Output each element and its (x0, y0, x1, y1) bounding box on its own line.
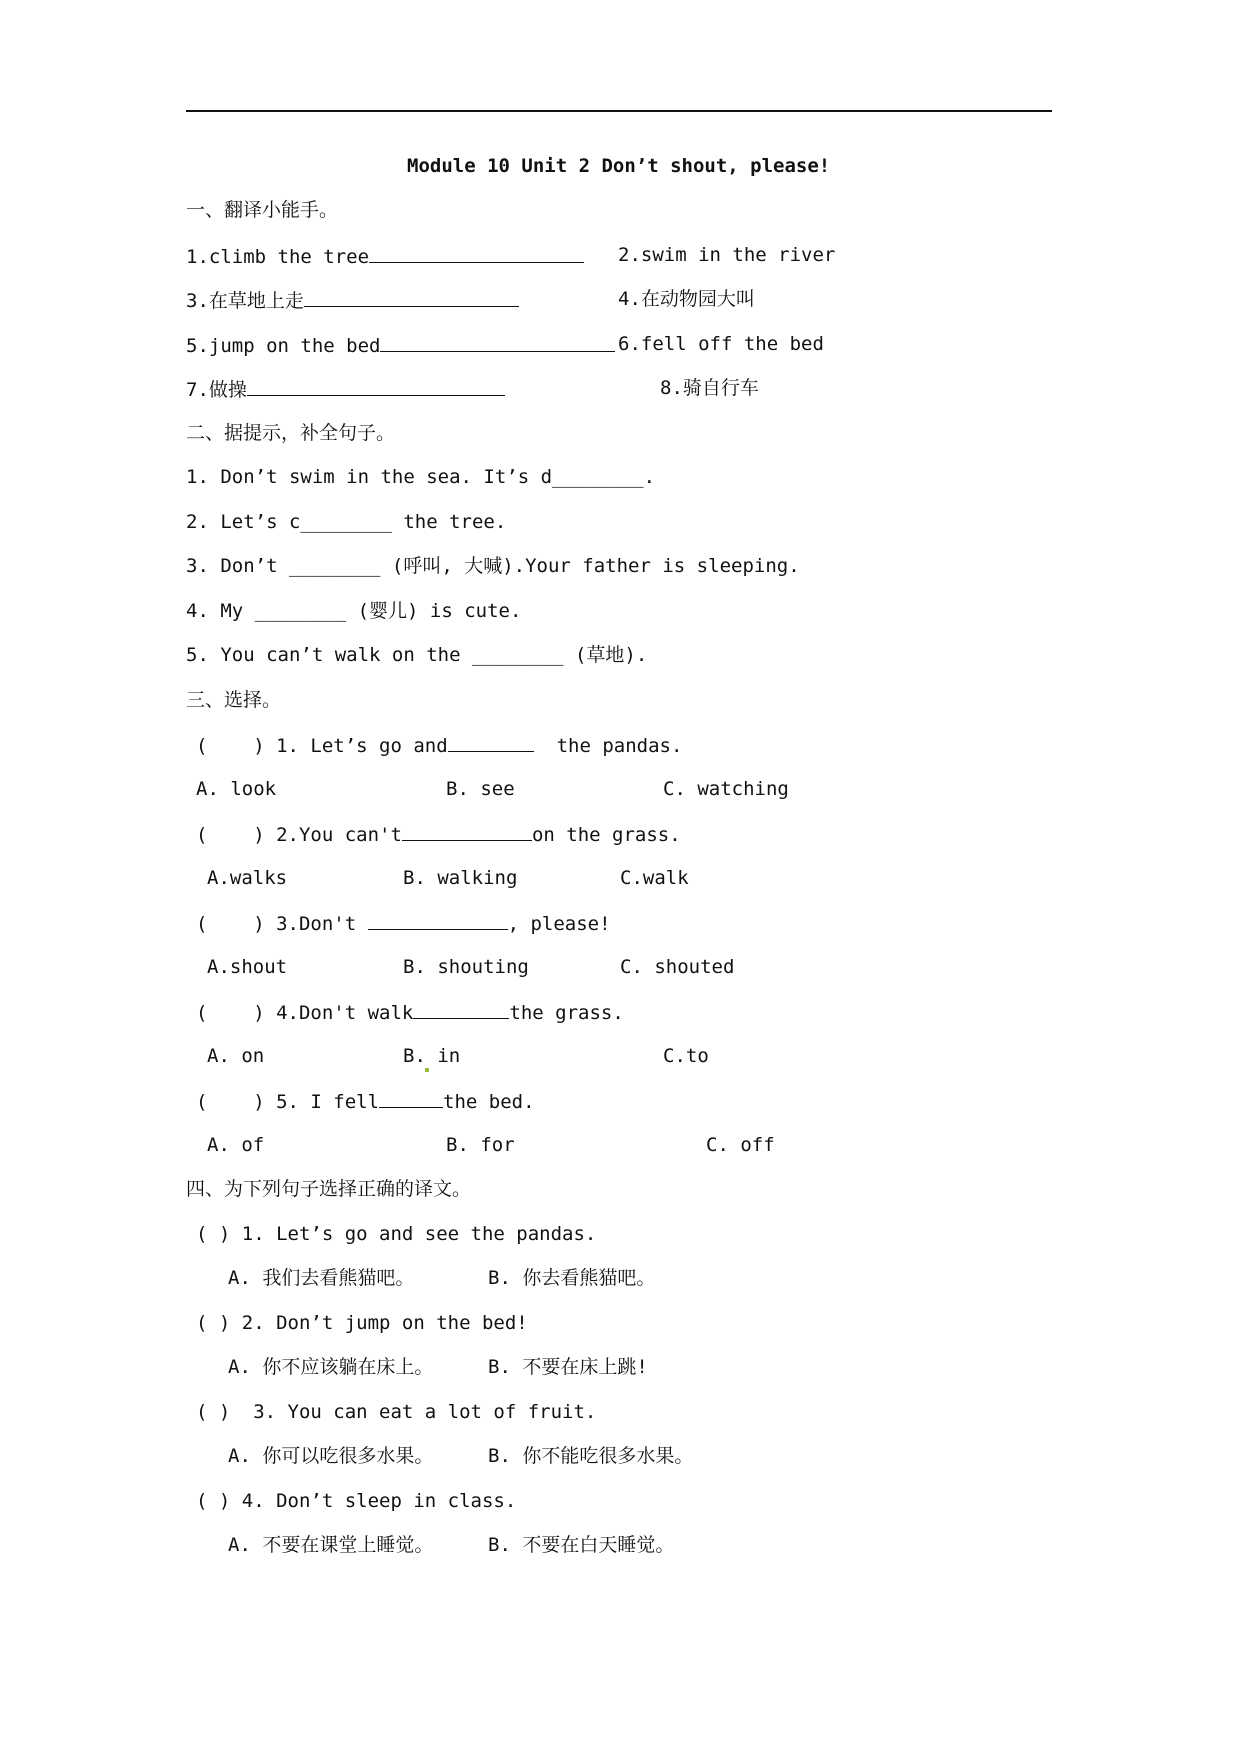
s3-q2-option-b[interactable]: B. walking (403, 867, 518, 889)
section4-heading: 四、为下列句子选择正确的译文。 (186, 1178, 472, 1200)
answer-blank[interactable] (448, 731, 534, 752)
s1-item-3: 3.在草地上走 (186, 286, 519, 314)
answer-paren[interactable]: ( ) (196, 913, 265, 935)
s4-q3: ( ) 3. You can eat a lot of fruit. (196, 1401, 597, 1423)
s1-item-7: 7.做操 (186, 375, 505, 403)
s2-item-4: 4. My ________ (婴儿) is cute. (186, 600, 522, 622)
section1-heading: 一、翻译小能手。 (186, 199, 339, 221)
answer-paren[interactable]: ( ) (196, 1002, 265, 1024)
answer-paren[interactable]: ( ) (196, 735, 265, 757)
s3-q1-option-c[interactable]: C. watching (663, 778, 789, 800)
section2-heading: 二、据提示，补全句子。 (186, 422, 396, 444)
s3-q3-option-c[interactable]: C. shouted (620, 956, 735, 978)
s1-item-6: 6.fell off the bed (618, 333, 824, 355)
s3-q3: ( ) 3.Don't , please! (196, 909, 611, 937)
s3-q5: ( ) 5. I fell the bed. (196, 1087, 535, 1115)
answer-paren[interactable]: ( ) (196, 1091, 265, 1113)
s4-q1-option-a[interactable]: A. 我们去看熊猫吧。 (228, 1267, 415, 1289)
s1-item-4: 4.在动物园大叫 (618, 288, 755, 310)
answer-blank[interactable]: ________ (300, 511, 392, 533)
s3-q5-option-a[interactable]: A. of (207, 1134, 265, 1156)
s2-item-2: 2. Let’s c________ the tree. (186, 511, 507, 533)
answer-blank[interactable]: ________ (471, 644, 564, 666)
header-rule (186, 110, 1052, 112)
answer-blank[interactable] (369, 242, 584, 263)
answer-blank[interactable] (413, 998, 509, 1019)
s1-item-5: 5.jump on the bed (186, 331, 615, 359)
answer-blank[interactable]: ________ (254, 600, 347, 622)
answer-blank[interactable] (379, 1087, 443, 1108)
answer-blank[interactable]: ________ (288, 555, 381, 577)
page-title: Module 10 Unit 2 Don’t shout, please! (407, 155, 831, 177)
s3-q4-option-c[interactable]: C.to (663, 1045, 709, 1067)
s4-q1-option-b[interactable]: B. 你去看熊猫吧。 (488, 1267, 656, 1289)
answer-blank[interactable] (304, 286, 519, 307)
s2-item-1: 1. Don’t swim in the sea. It’s d________. (186, 466, 656, 488)
answer-paren[interactable]: ( ) (196, 824, 265, 846)
section3-heading: 三、选择。 (186, 689, 282, 711)
s3-q5-option-b[interactable]: B. for (446, 1134, 515, 1156)
s4-q4: ( ) 4. Don’t sleep in class. (196, 1490, 517, 1512)
answer-blank[interactable] (368, 909, 508, 930)
s3-q2-option-a[interactable]: A.walks (207, 867, 288, 889)
s3-q1: ( ) 1. Let’s go and the pandas. (196, 731, 682, 759)
s4-q4-option-b[interactable]: B. 不要在白天睡觉。 (488, 1534, 675, 1556)
s4-q3-option-b[interactable]: B. 你不能吃很多水果。 (488, 1445, 694, 1467)
s3-q4: ( ) 4.Don't walk the grass. (196, 998, 624, 1026)
s1-item-8: 8.骑自行车 (660, 377, 759, 399)
s4-q3-option-a[interactable]: A. 你可以吃很多水果。 (228, 1445, 434, 1467)
s3-q4-option-b[interactable]: B. in (403, 1045, 461, 1067)
s3-q2: ( ) 2.You can't on the grass. (196, 820, 681, 848)
s1-item-1: 1.climb the tree (186, 242, 584, 270)
answer-blank[interactable] (247, 375, 505, 396)
s4-q2: ( ) 2. Don’t jump on the bed! (196, 1312, 528, 1334)
s3-q5-option-c[interactable]: C. off (706, 1134, 775, 1156)
s2-item-5: 5. You can’t walk on the ________ (草地). (186, 644, 648, 666)
s3-q3-option-a[interactable]: A.shout (207, 956, 288, 978)
answer-blank[interactable] (402, 820, 532, 841)
s4-q2-option-a[interactable]: A. 你不应该躺在床上。 (228, 1356, 434, 1378)
s4-q4-option-a[interactable]: A. 不要在课堂上睡觉。 (228, 1534, 434, 1556)
s4-q1: ( ) 1. Let’s go and see the pandas. (196, 1223, 597, 1245)
s3-q4-option-a[interactable]: A. on (207, 1045, 265, 1067)
answer-blank[interactable] (380, 331, 615, 352)
s4-q2-option-b[interactable]: B. 不要在床上跳! (488, 1356, 648, 1378)
answer-blank[interactable]: ________ (552, 466, 644, 488)
s3-q1-option-a[interactable]: A. look (196, 778, 277, 800)
s3-q1-option-b[interactable]: B. see (446, 778, 515, 800)
s2-item-3: 3. Don’t ________ (呼叫, 大喊).Your father is sleeping. (186, 555, 800, 577)
s3-q2-option-c[interactable]: C.walk (620, 867, 689, 889)
s1-item-2: 2.swim in the river (618, 244, 836, 266)
stray-mark (425, 1068, 429, 1072)
s3-q3-option-b[interactable]: B. shouting (403, 956, 529, 978)
